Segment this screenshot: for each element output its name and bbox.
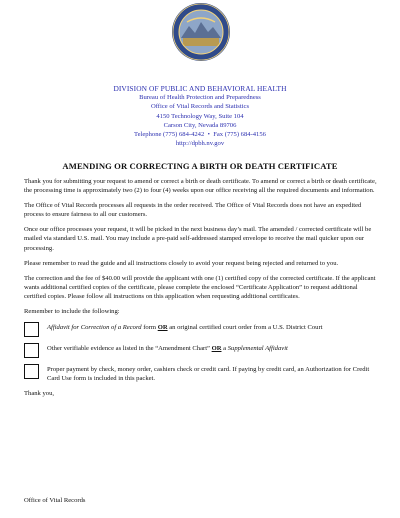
contact-line — [0, 130, 400, 139]
office-line: Office of Vital Records and Statistics — [150, 103, 250, 111]
paragraph-mail: Once our office processes your request, it will be picked in the next business day’s mail. The amended / corrected certificate will be mailed via standard U.S. mail. You may include a pre-paid self-addressed stamped envelope to receive the mail quicker upon our processing. — [24, 226, 372, 252]
closing-thanks: Thank you, — [24, 390, 55, 398]
paragraph-instructions: Please remember to read the guide and all instructions closely to avoid your request being rejected and returned to you. — [24, 259, 339, 267]
checklist-item — [24, 364, 377, 383]
checklist-item — [24, 343, 377, 358]
letterhead — [0, 84, 400, 148]
checklist-item-text: Affidavit for Correction of a Record form OR an original certified court order from a U.S. District Court — [47, 324, 323, 332]
document-title: AMENDING OR CORRECTING A BIRTH OR DEATH CERTIFICATE — [62, 161, 338, 171]
signature-office: Office of Vital Records — [24, 497, 86, 504]
paragraph-fee: The correction and the fee of $40.00 will provide the applicant with one (1) certified copy of the corrected certificate. If the applicant wants additional certified copies of the certificate, please complete the enclosed “Certificate Application” to request additional certified copies. Please follow all instructions on this application when requesting additional certificates. — [24, 274, 376, 300]
fax-number: Fax (775) 684-4156 — [213, 131, 266, 139]
street-address: 4150 Technology Way, Suite 104 — [156, 112, 244, 120]
letter-body — [24, 177, 377, 404]
division-name: DIVISION OF PUBLIC AND BEHAVIORAL HEALTH — [113, 84, 287, 93]
phone-number: Telephone (775) 684-4242 — [134, 131, 205, 139]
state-seal-icon — [171, 2, 231, 62]
checkbox[interactable] — [24, 343, 39, 358]
checklist-item-text: Proper payment by check, money order, cashiers check or credit card. If paying by credit card, an Authorization for Credit Card Use form is included in this packet. — [47, 366, 370, 383]
paragraph-order: The Office of Vital Records processes all requests in the order received. The Office of Vital Records does not have an expedited process to ensure fairness to all our customers. — [24, 202, 362, 219]
checklist-item — [24, 322, 377, 337]
checklist-item-text: Other verifiable evidence as listed in the “Amendment Chart” OR a Supplemental Affidavit — [47, 345, 288, 353]
website-link[interactable]: http://dpbh.nv.gov — [175, 140, 225, 148]
paragraph-intro: Thank you for submitting your request to amend or correct a birth or death certificate. To amend or correct a birth or death certificate, the processing time is approximately two (2) to four (4) weeks upon our office receiving all the required documents and information. — [24, 178, 377, 195]
checkbox[interactable] — [24, 364, 39, 379]
bureau-line: Bureau of Health Protection and Preparedness — [139, 94, 261, 102]
required-items-checklist — [24, 322, 377, 383]
reminder-heading: Remember to include the following: — [24, 308, 120, 316]
city-address: Carson City, Nevada 89706 — [163, 121, 237, 129]
checkbox[interactable] — [24, 322, 39, 337]
bullet-separator: • — [205, 131, 212, 139]
